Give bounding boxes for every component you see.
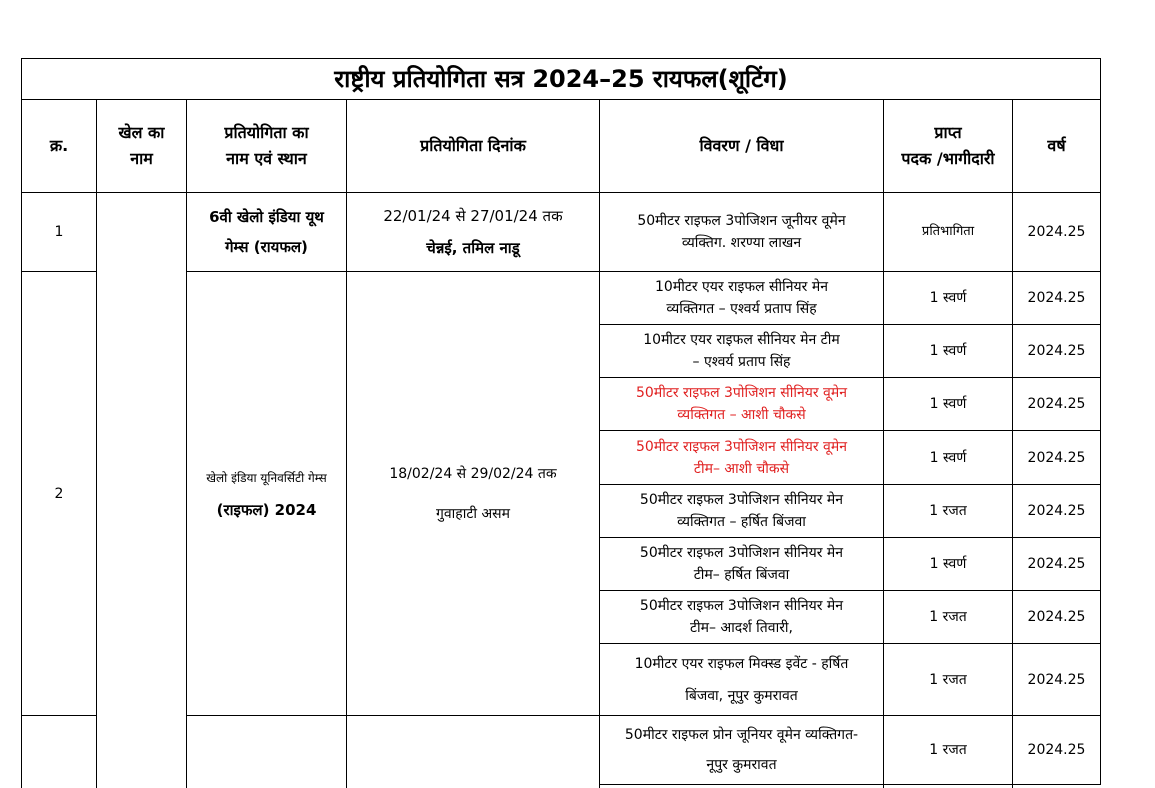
event-row-5-result: 1 स्वर्ण bbox=[929, 449, 967, 466]
group-2-date-venue: 18/02/24 से 29/02/24 तक गुवाहाटी असम bbox=[389, 465, 557, 522]
table-title-text: राष्ट्रीय प्रतियोगिता सत्र 2024–25 रायफल(शूटिंग) bbox=[334, 65, 788, 93]
group-1-date-venue: 22/01/24 से 27/01/24 तक चेन्नई, तमिल नाडू bbox=[383, 207, 563, 257]
col-border-right bbox=[1100, 58, 1101, 785]
event-row-6-result: 1 रजत bbox=[929, 503, 967, 519]
event-row-2-year: 2024.25 bbox=[1027, 290, 1086, 306]
event-row-6-year: 2024.25 bbox=[1027, 503, 1086, 519]
header-sport-name: खेल का नाम bbox=[118, 123, 165, 168]
event-row-7-result: 1 स्वर्ण bbox=[929, 556, 967, 572]
event-row-2-result: 1 स्वर्ण bbox=[929, 290, 967, 306]
event-row-9-details: 10मीटर एयर राइफल मिक्स्ड इवेंट - हर्षित बिंजवा, नूपुर कुमरावत bbox=[634, 655, 849, 704]
event-row-7-details: 50मीटर राइफल 3पोजिशन सीनियर मेन टीम– हर्षित बिंजवा bbox=[639, 545, 844, 583]
event-row-1-details: 50मीटर राइफल 3पोजिशन जूनीयर वूमेन व्यक्तिग. शरण्या लाखन bbox=[637, 213, 846, 251]
event-row-3-result: 1 स्वर्ण bbox=[929, 343, 967, 359]
event-row-8-details: 50मीटर राइफल 3पोजिशन सीनियर मेन टीम– आदर्श तिवारी, bbox=[639, 598, 844, 636]
event-row-5-year: 2024.25 bbox=[1027, 449, 1086, 466]
event-row-2-details: 10मीटर एयर राइफल सीनियर मेन व्यक्तिगत – एश्वर्य प्रताप सिंह bbox=[655, 279, 828, 317]
event-row-8-result: 1 रजत bbox=[929, 609, 967, 625]
event-row-4-year: 2024.25 bbox=[1027, 396, 1086, 412]
event-row-9-result: 1 रजत bbox=[929, 671, 967, 688]
event-row-4-result: 1 स्वर्ण bbox=[929, 396, 967, 412]
group-2-serial: 2 bbox=[54, 485, 64, 502]
header-medal-participation: प्राप्त पदक /भागीदारी bbox=[901, 123, 995, 168]
event-row-1-year: 2024.25 bbox=[1027, 224, 1086, 240]
event-row-4-details: 50मीटर राइफल 3पोजिशन सीनियर वूमेन व्यक्तिगत – आशी चौकसे bbox=[636, 385, 847, 423]
event-row-10-result: 1 रजत bbox=[929, 742, 967, 758]
event-row-10-year: 2024.25 bbox=[1027, 742, 1086, 758]
row-divider bbox=[599, 784, 1101, 785]
event-row-10-details: 50मीटर राइफल प्रोन जूनियर वूमेन व्यक्तिगत- नूपुर कुमरावत bbox=[624, 727, 859, 773]
event-row-3-details: 10मीटर एयर राइफल सीनियर मेन टीम – एश्वर्य प्रताप सिंह bbox=[643, 332, 840, 370]
event-row-6-details: 50मीटर राइफल 3पोजिशन सीनियर मेन व्यक्तिगत – हर्षित बिंजवा bbox=[639, 492, 844, 530]
header-competition-date: प्रतियोगिता दिनांक bbox=[420, 136, 526, 155]
group2-divider bbox=[186, 715, 599, 716]
event-row-3-year: 2024.25 bbox=[1027, 343, 1086, 359]
event-row-7-year: 2024.25 bbox=[1027, 556, 1086, 572]
header-year: वर्ष bbox=[1047, 136, 1066, 155]
table-title bbox=[22, 59, 1100, 99]
event-row-5-details: 50मीटर राइफल 3पोजिशन सीनियर वूमेन टीम– आशी चौकसे bbox=[636, 438, 847, 477]
header-details-event: विवरण / विधा bbox=[699, 136, 784, 155]
group-1-competition: 6वी खेलो इंडिया यूथ गेम्स (रायफल) bbox=[209, 208, 324, 256]
header-serial: क्र. bbox=[49, 136, 69, 155]
event-row-9-year: 2024.25 bbox=[1027, 671, 1086, 688]
event-row-8-year: 2024.25 bbox=[1027, 609, 1086, 625]
group-1-serial: 1 bbox=[54, 224, 64, 240]
group-2-competition: खेलो इंडिया यूनिवर्सिटी गेम्स (राइफल) 2024 bbox=[206, 470, 327, 519]
header-competition-name-venue: प्रतियोगिता का नाम एवं स्थान bbox=[224, 123, 309, 168]
event-row-1-result: प्रतिभागिता bbox=[921, 224, 975, 239]
group2-divider bbox=[21, 715, 97, 716]
col-divider bbox=[96, 99, 97, 788]
